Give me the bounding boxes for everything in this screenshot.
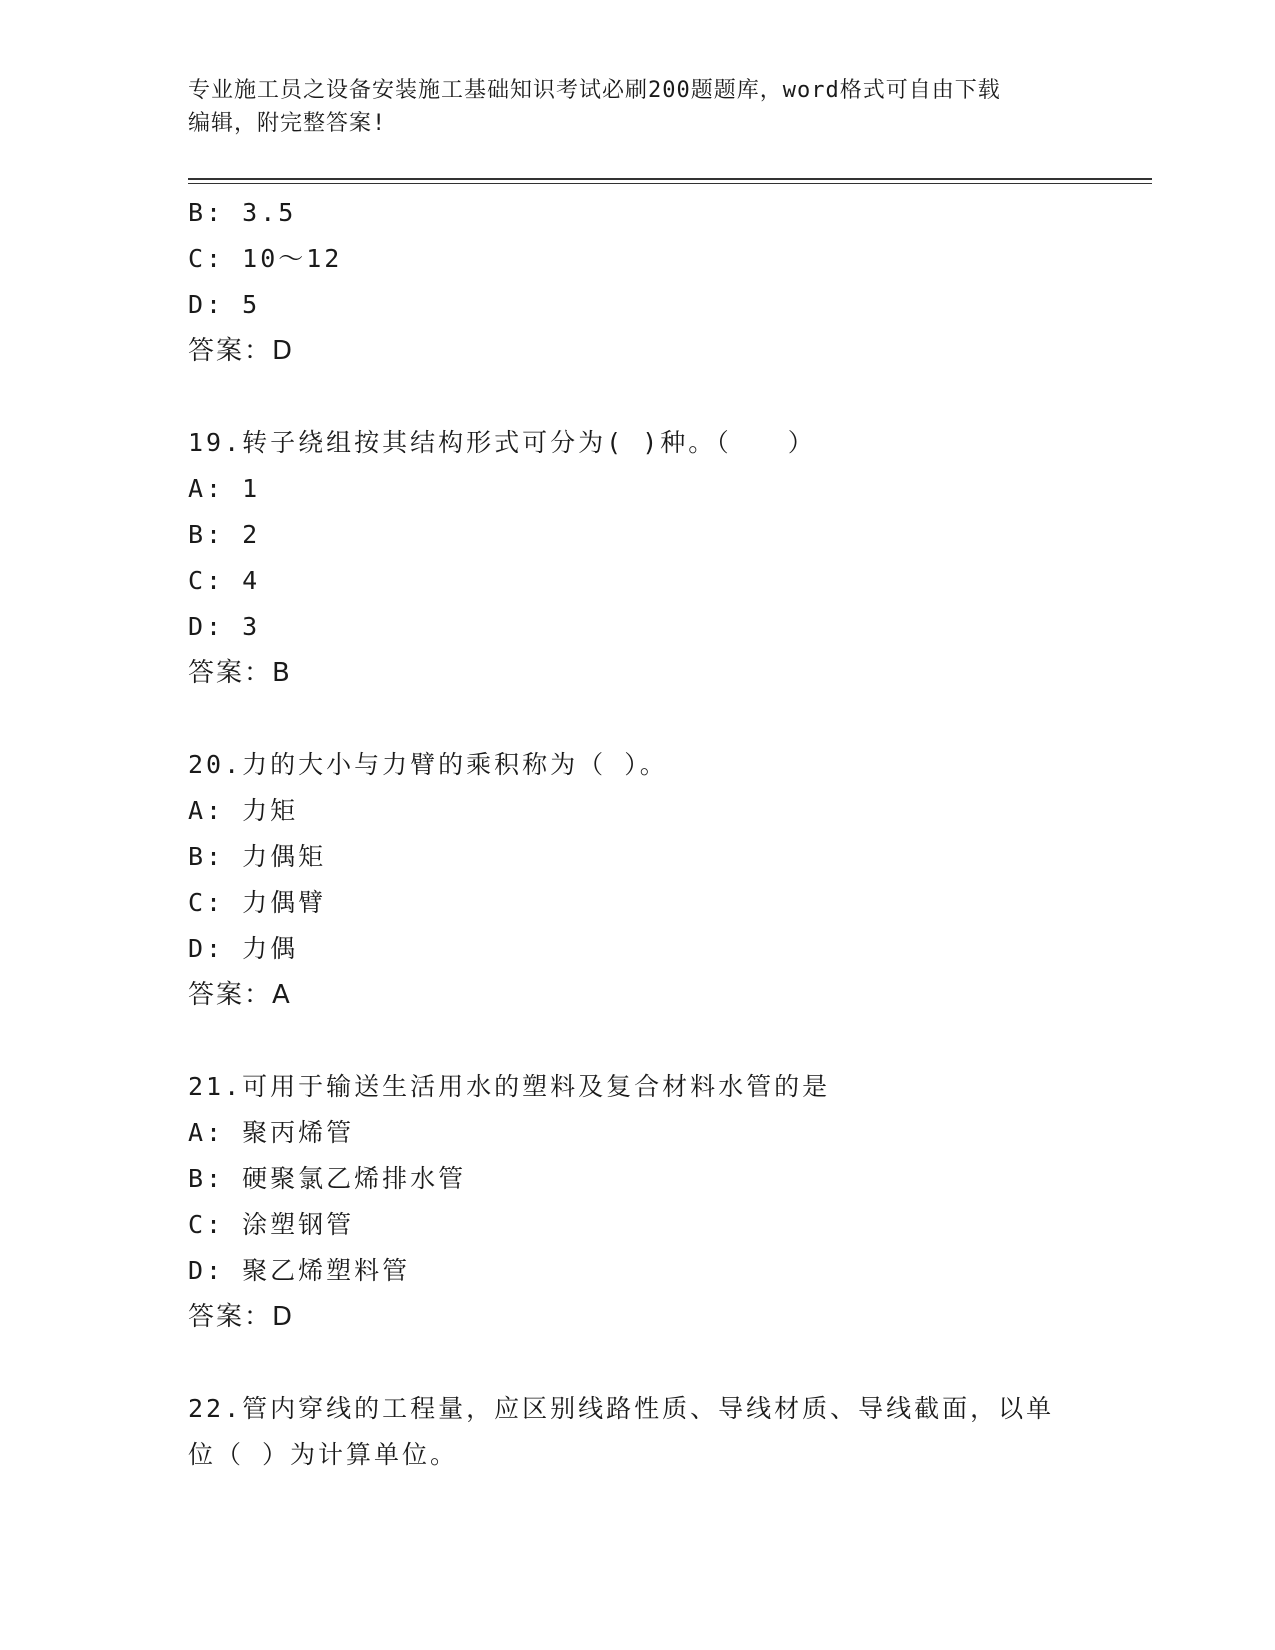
option-b: B: 硬聚氯乙烯排水管 <box>188 1164 467 1193</box>
answer-line: 答案：B <box>188 658 292 688</box>
question-stem: 20.力的大小与力臂的乘积称为（ ）。 <box>188 750 668 779</box>
option-b: B: 2 <box>188 520 261 549</box>
option-a: A: 1 <box>188 474 261 503</box>
question-stem: 19.转子绕组按其结构形式可分为( )种。（ ） <box>188 428 816 457</box>
header-line-2: 编辑，附完整答案! <box>188 111 387 136</box>
answer-line: 答案：D <box>188 1302 295 1332</box>
question-19 <box>188 420 1088 696</box>
document-header <box>188 74 1088 140</box>
header-line-1: 专业施工员之设备安装施工基础知识考试必刷200题题库，word格式可自由下载 <box>188 78 1001 103</box>
spacer <box>188 1340 1088 1386</box>
option-c: C: 涂塑钢管 <box>188 1210 355 1239</box>
option-d: D: 聚乙烯塑料管 <box>188 1256 411 1285</box>
option-a: A: 力矩 <box>188 796 299 825</box>
question-stem: 21.可用于输送生活用水的塑料及复合材料水管的是 <box>188 1072 831 1101</box>
spacer <box>188 1018 1088 1064</box>
option-d: D: 力偶 <box>188 934 299 963</box>
answer-line: 答案：A <box>188 980 292 1010</box>
option-d: D: 5 <box>188 290 261 319</box>
option-c: C: 力偶臂 <box>188 888 327 917</box>
option-c: C: 10～12 <box>188 244 343 273</box>
option-b: B: 3.5 <box>188 198 297 227</box>
spacer <box>188 696 1088 742</box>
spacer <box>188 374 1088 420</box>
option-b: B: 力偶矩 <box>188 842 327 871</box>
question-stem-line-2: 位（ ）为计算单位。 <box>188 1440 459 1469</box>
question-22 <box>188 1386 1088 1478</box>
header-rule-thick <box>188 178 1152 180</box>
header-rule-thin <box>188 183 1152 184</box>
question-18-tail <box>188 190 1088 374</box>
option-a: A: 聚丙烯管 <box>188 1118 355 1147</box>
answer-line: 答案：D <box>188 336 295 366</box>
question-list <box>188 190 1088 1478</box>
question-20 <box>188 742 1088 1018</box>
option-c: C: 4 <box>188 566 261 595</box>
option-d: D: 3 <box>188 612 261 641</box>
question-21 <box>188 1064 1088 1340</box>
question-stem-line-1: 22.管内穿线的工程量，应区别线路性质、导线材质、导线截面，以单 <box>188 1394 1055 1423</box>
